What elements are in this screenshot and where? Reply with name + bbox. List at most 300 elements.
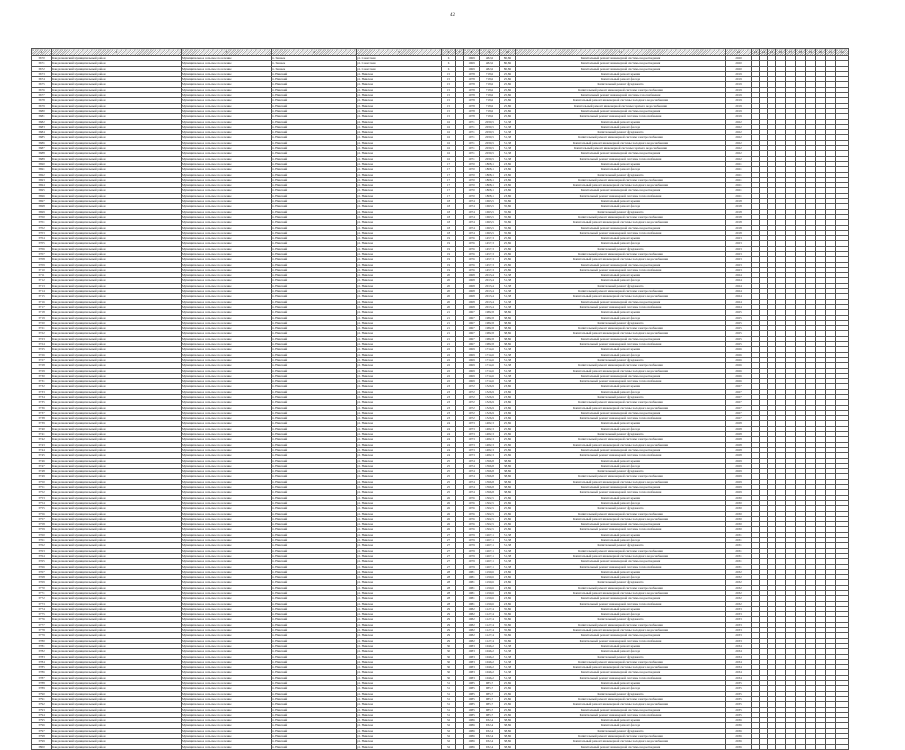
table-cell: Кандалакшский муниципальный район bbox=[52, 241, 182, 246]
table-cell: п. Нивский bbox=[272, 172, 357, 177]
table-cell: 1457,3 bbox=[480, 251, 500, 256]
table-cell: Кандалакшский муниципальный район bbox=[52, 728, 182, 733]
table-cell: ул. Нивская bbox=[357, 267, 442, 272]
table-cell: п. Нивский bbox=[272, 675, 357, 680]
table-cell: ул. Нивская bbox=[357, 124, 442, 129]
table-cell: Капитальный ремонт инженерной системы холодного водоснабжения bbox=[516, 479, 726, 484]
table-cell: Муниципальное сельское поселение bbox=[182, 553, 272, 558]
table-cell: 3791 bbox=[32, 696, 52, 701]
table-cell: 51,38 bbox=[500, 670, 516, 675]
table-cell: 3686 bbox=[32, 140, 52, 145]
table-cell: 15 bbox=[442, 114, 456, 119]
table-cell: Капитальный ремонт инженерной системы электроснабжения bbox=[516, 511, 726, 516]
table-cell: 38,86 bbox=[500, 463, 516, 468]
table-cell: Муниципальное сельское поселение bbox=[182, 453, 272, 458]
table-cell: 1982 bbox=[464, 617, 480, 622]
table-cell: 985,7 bbox=[480, 691, 500, 696]
table-cell: 1967 bbox=[464, 320, 480, 325]
table-cell: 3735 bbox=[32, 400, 52, 405]
table-cell: 18 bbox=[442, 225, 456, 230]
table-cell: ул. Нивская bbox=[357, 299, 442, 304]
table-cell: 35,86 bbox=[500, 622, 516, 627]
table-cell: Муниципальное сельское поселение bbox=[182, 183, 272, 188]
table-cell: 1808,1 bbox=[480, 193, 500, 198]
table-cell: ул. Нивская bbox=[357, 643, 442, 648]
table-cell: 1969 bbox=[464, 379, 480, 384]
table-cell: 1983 bbox=[464, 649, 480, 654]
table-cell: п. Нивский bbox=[272, 199, 357, 204]
table-cell: п. Нивский bbox=[272, 146, 357, 151]
table-cell: Муниципальное сельское поселение bbox=[182, 712, 272, 717]
table-cell: 35,86 bbox=[500, 628, 516, 633]
table-cell: Капитальный ремонт фасада bbox=[516, 315, 726, 320]
table-cell: Кандалакшский муниципальный район bbox=[52, 294, 182, 299]
table-cell: п. Нивский bbox=[272, 612, 357, 617]
table-cell: Капитальный ремонт инженерной системы водоотведения bbox=[516, 188, 726, 193]
table-cell: ул. Нивская bbox=[357, 119, 442, 124]
table-cell: п. Нивский bbox=[272, 71, 357, 76]
table-cell: 51,38 bbox=[500, 357, 516, 362]
table-cell: 21 bbox=[442, 320, 456, 325]
table-cell: 3671 bbox=[32, 61, 52, 66]
table-cell: 28 bbox=[442, 585, 456, 590]
table-cell: Муниципальное сельское поселение bbox=[182, 739, 272, 744]
table-cell: 1973 bbox=[464, 432, 480, 437]
table-cell: 38,86 bbox=[500, 728, 516, 733]
table-cell: 2019 bbox=[726, 77, 752, 82]
table-cell: 25,86 bbox=[500, 696, 516, 701]
table-cell: 23,86 bbox=[500, 193, 516, 198]
table-cell: 25,86 bbox=[500, 453, 516, 458]
table-cell: 3792 bbox=[32, 702, 52, 707]
table-cell: ул. Нивская bbox=[357, 744, 442, 749]
table-cell: 2013,4 bbox=[480, 304, 500, 309]
table-cell: ул. Нивская bbox=[357, 649, 442, 654]
table-cell: Кандалакшский муниципальный район bbox=[52, 363, 182, 368]
table-cell: 1482,3 bbox=[480, 426, 500, 431]
header-cell: 22 bbox=[836, 49, 849, 56]
table-cell: 3679 bbox=[32, 103, 52, 108]
table-cell: 1973 bbox=[464, 426, 480, 431]
table-cell: 2023 bbox=[726, 236, 752, 241]
table-cell: п. Нивский bbox=[272, 416, 357, 421]
table-cell: 25,86 bbox=[500, 108, 516, 113]
table-cell: 2030 bbox=[726, 516, 752, 521]
table-cell: 51,38 bbox=[500, 283, 516, 288]
table-cell: 38,86 bbox=[500, 342, 516, 347]
table-cell: 1986 bbox=[464, 739, 480, 744]
table-cell: 2030 bbox=[726, 495, 752, 500]
table-cell: п. Нивский bbox=[272, 130, 357, 135]
table-cell: Муниципальное сельское поселение bbox=[182, 220, 272, 225]
table-cell: 2035 bbox=[726, 686, 752, 691]
table-cell: 3711 bbox=[32, 273, 52, 278]
table-cell: 3752 bbox=[32, 490, 52, 495]
table-cell: 1046,2 bbox=[480, 659, 500, 664]
table-cell: Муниципальное сельское поселение bbox=[182, 193, 272, 198]
table-cell: 16 bbox=[442, 146, 456, 151]
table-cell: 1267,1 bbox=[480, 559, 500, 564]
table-cell: Кандалакшский муниципальный район bbox=[52, 543, 182, 548]
table-cell: 25,86 bbox=[500, 241, 516, 246]
table-cell: Муниципальное сельское поселение bbox=[182, 66, 272, 71]
table-cell: п. Нивский bbox=[272, 77, 357, 82]
table-cell: Капитальный ремонт фасада bbox=[516, 389, 726, 394]
table-cell: 1979 bbox=[464, 548, 480, 553]
table-cell: Муниципальное сельское поселение bbox=[182, 135, 272, 140]
table-cell: 1981 bbox=[464, 596, 480, 601]
table-cell: 38,86 bbox=[500, 458, 516, 463]
table-cell: 2018 bbox=[726, 214, 752, 219]
table-cell: 1974 bbox=[464, 490, 480, 495]
table-cell: 3777 bbox=[32, 622, 52, 627]
table-cell: Муниципальное сельское поселение bbox=[182, 236, 272, 241]
table-cell: Кандалакшский муниципальный район bbox=[52, 490, 182, 495]
table-cell: 1983 bbox=[464, 675, 480, 680]
table-cell: Кандалакшский муниципальный район bbox=[52, 702, 182, 707]
table-cell: ул. Нивская bbox=[357, 368, 442, 373]
table-cell: ул. Нивская bbox=[357, 447, 442, 452]
table-cell: Капитальный ремонт фасада bbox=[516, 686, 726, 691]
table-cell: 1526,9 bbox=[480, 410, 500, 415]
table-cell: 932,4 bbox=[480, 728, 500, 733]
table-cell: п. Нивский bbox=[272, 342, 357, 347]
table-cell: 1974 bbox=[464, 479, 480, 484]
table-cell: ул. Нивская bbox=[357, 241, 442, 246]
table-cell: 51,38 bbox=[500, 665, 516, 670]
table-cell: 25,86 bbox=[500, 257, 516, 262]
table-cell: п. Нивский bbox=[272, 283, 357, 288]
table-cell: 26 bbox=[442, 516, 456, 521]
table-cell: 23 bbox=[442, 395, 456, 400]
table-cell: 20 bbox=[442, 278, 456, 283]
table-cell: 20 bbox=[442, 273, 456, 278]
table-cell: 1970 bbox=[464, 161, 480, 166]
table-cell: 1693,5 bbox=[480, 225, 500, 230]
table-cell: 35,86 bbox=[500, 214, 516, 219]
table-cell: ул. Нивская bbox=[357, 670, 442, 675]
table-cell: Муниципальное сельское поселение bbox=[182, 601, 272, 606]
table-cell bbox=[768, 744, 776, 749]
table-cell: 3766 bbox=[32, 564, 52, 569]
table-cell: 3768 bbox=[32, 575, 52, 580]
table-cell: п. Нивский bbox=[272, 649, 357, 654]
table-cell: Капитальный ремонт инженерной системы холодного водоснабжения bbox=[516, 140, 726, 145]
table-cell: Муниципальное сельское поселение bbox=[182, 267, 272, 272]
table-cell: 29 bbox=[442, 606, 456, 611]
capital-repair-table bbox=[31, 48, 849, 750]
header-cell: 8 bbox=[464, 49, 480, 56]
table-cell: п. Нивский bbox=[272, 564, 357, 569]
table-cell: Капитальный ремонт инженерной системы водоотведения bbox=[516, 559, 726, 564]
table-cell: 25,86 bbox=[500, 251, 516, 256]
table-cell: Капитальный ремонт инженерной системы электроснабжения bbox=[516, 87, 726, 92]
table-cell: Муниципальное сельское поселение bbox=[182, 426, 272, 431]
table-cell: 25,86 bbox=[500, 262, 516, 267]
table-cell: 3775 bbox=[32, 612, 52, 617]
table-cell: 3781 bbox=[32, 643, 52, 648]
table-cell: Капитальный ремонт фундамента bbox=[516, 691, 726, 696]
table-cell: 1482,3 bbox=[480, 432, 500, 437]
table-cell: п. Нивский bbox=[272, 469, 357, 474]
table-cell: ул. Нивская bbox=[357, 675, 442, 680]
table-cell: 2018 bbox=[726, 225, 752, 230]
table-cell: 1978 bbox=[464, 87, 480, 92]
table-cell: 20 bbox=[442, 299, 456, 304]
table-cell: 3787 bbox=[32, 675, 52, 680]
table-cell: п. Нивский bbox=[272, 183, 357, 188]
table-cell: Кандалакшский муниципальный район bbox=[52, 389, 182, 394]
table-cell: 3767 bbox=[32, 569, 52, 574]
table-cell bbox=[796, 744, 806, 749]
table-cell: 1973 bbox=[464, 421, 480, 426]
table-cell: 1457,3 bbox=[480, 262, 500, 267]
table-cell: 31 bbox=[442, 712, 456, 717]
table-cell: Муниципальное сельское поселение bbox=[182, 395, 272, 400]
table-cell: 51,38 bbox=[500, 675, 516, 680]
table-cell: Кандалакшский муниципальный район bbox=[52, 495, 182, 500]
table-cell: 718,6 bbox=[480, 82, 500, 87]
table-cell: п. Нивский bbox=[272, 87, 357, 92]
table-cell: 1302,5 bbox=[480, 522, 500, 527]
table-cell: Муниципальное сельское поселение bbox=[182, 617, 272, 622]
table-cell: 1526,9 bbox=[480, 416, 500, 421]
table-cell: 985,7 bbox=[480, 712, 500, 717]
table-cell: Капитальный ремонт крыши bbox=[516, 236, 726, 241]
table-cell: 32 bbox=[442, 734, 456, 739]
table-cell: Муниципальное сельское поселение bbox=[182, 167, 272, 172]
table-cell: 18 bbox=[442, 209, 456, 214]
table-cell: ул. Советская bbox=[357, 61, 442, 66]
table-cell: 31 bbox=[442, 702, 456, 707]
table-cell: Капитальный ремонт фундамента bbox=[516, 469, 726, 474]
table-cell: Кандалакшский муниципальный район bbox=[52, 564, 182, 569]
table-cell: Муниципальное сельское поселение bbox=[182, 437, 272, 442]
table-cell: 51,38 bbox=[500, 559, 516, 564]
table-cell: Кандалакшский муниципальный район bbox=[52, 516, 182, 521]
table-cell: 1267,1 bbox=[480, 543, 500, 548]
table-cell: 2018 bbox=[726, 220, 752, 225]
table-cell: 3773 bbox=[32, 601, 52, 606]
table-cell: 1976 bbox=[464, 236, 480, 241]
table-cell: 1396,8 bbox=[480, 474, 500, 479]
table-cell: 38,86 bbox=[500, 315, 516, 320]
table-cell: Муниципальное сельское поселение bbox=[182, 326, 272, 331]
table-cell: Кандалакшский муниципальный район bbox=[52, 331, 182, 336]
table-cell: 1808,1 bbox=[480, 172, 500, 177]
table-cell: 3708 bbox=[32, 257, 52, 262]
table-cell: 51,38 bbox=[500, 151, 516, 156]
table-cell: ул. Нивская bbox=[357, 304, 442, 309]
table-cell: Кандалакшский муниципальный район bbox=[52, 553, 182, 558]
table-cell: 19 bbox=[442, 267, 456, 272]
table-cell: 25,86 bbox=[500, 712, 516, 717]
table-cell: п. Нивский bbox=[272, 294, 357, 299]
table-cell: п. Нивский bbox=[272, 379, 357, 384]
table-cell: 1457,3 bbox=[480, 267, 500, 272]
table-cell: 80,86 bbox=[500, 56, 516, 61]
table-cell: 2022 bbox=[726, 130, 752, 135]
table-cell: Муниципальное сельское поселение bbox=[182, 77, 272, 82]
table-cell: 1482,3 bbox=[480, 442, 500, 447]
table-cell: 2029 bbox=[726, 474, 752, 479]
table-cell: 1974 bbox=[464, 199, 480, 204]
table-cell: 1982,8 bbox=[480, 336, 500, 341]
table-cell: Кандалакшский муниципальный район bbox=[52, 172, 182, 177]
header-cell: 9 bbox=[480, 49, 500, 56]
table-cell: Муниципальное сельское поселение bbox=[182, 638, 272, 643]
header-cell: 18 bbox=[796, 49, 806, 56]
table-cell: п. Нивский bbox=[272, 108, 357, 113]
table-cell: 25,86 bbox=[500, 437, 516, 442]
table-cell: Кандалакшский муниципальный район bbox=[52, 474, 182, 479]
table-cell: 21 bbox=[442, 331, 456, 336]
table-cell: 2027 bbox=[726, 410, 752, 415]
table-cell: Кандалакшский муниципальный район bbox=[52, 61, 182, 66]
table-cell: 3675 bbox=[32, 82, 52, 87]
table-cell: 1976 bbox=[464, 527, 480, 532]
table-cell: 31 bbox=[442, 686, 456, 691]
table-cell: ул. Нивская bbox=[357, 140, 442, 145]
table-cell: Муниципальное сельское поселение bbox=[182, 564, 272, 569]
table-cell: п. Нивский bbox=[272, 119, 357, 124]
table-cell: п. Нивский bbox=[272, 262, 357, 267]
table-cell: 6 bbox=[442, 56, 456, 61]
table-cell: 2035 bbox=[726, 696, 752, 701]
table-cell: ул. Нивская bbox=[357, 532, 442, 537]
table-cell: 3718 bbox=[32, 310, 52, 315]
table-cell: 1190,6 bbox=[480, 580, 500, 585]
table-cell: Капитальный ремонт крыши bbox=[516, 532, 726, 537]
table-cell: 1979 bbox=[464, 532, 480, 537]
table-cell: ул. Нивская bbox=[357, 686, 442, 691]
table-cell: 718,6 bbox=[480, 71, 500, 76]
table-cell: 25,86 bbox=[500, 442, 516, 447]
table-cell: 1974 bbox=[464, 463, 480, 468]
table-cell: 2024 bbox=[726, 273, 752, 278]
table-cell: 1969 bbox=[464, 373, 480, 378]
table-cell: Муниципальное сельское поселение bbox=[182, 331, 272, 336]
table-cell: 23 bbox=[442, 416, 456, 421]
table-cell: ул. Нивская bbox=[357, 400, 442, 405]
table-cell: 1714,6 bbox=[480, 352, 500, 357]
table-cell: Кандалакшский муниципальный район bbox=[52, 204, 182, 209]
header-cell: 12 bbox=[726, 49, 752, 56]
table-cell: 2018 bbox=[726, 230, 752, 235]
table-cell: 28 bbox=[442, 575, 456, 580]
table-cell: 1979 bbox=[464, 553, 480, 558]
table-cell: 3769 bbox=[32, 580, 52, 585]
table-cell: п. Нивский bbox=[272, 728, 357, 733]
table-cell: 17 bbox=[442, 172, 456, 177]
table-cell: 31 bbox=[442, 681, 456, 686]
table-cell: ул. Нивская bbox=[357, 718, 442, 723]
table-cell: 2020 bbox=[726, 66, 752, 71]
table-cell: Капитальный ремонт инженерной системы холодного водоснабжения bbox=[516, 628, 726, 633]
table-cell: 1978 bbox=[464, 103, 480, 108]
table-cell: 2030 bbox=[726, 506, 752, 511]
table-cell: 1982,8 bbox=[480, 315, 500, 320]
table-cell: 23 bbox=[442, 384, 456, 389]
table-cell: ул. Нивская bbox=[357, 161, 442, 166]
table-cell: ул. Нивская bbox=[357, 479, 442, 484]
table-cell: 23,86 bbox=[500, 389, 516, 394]
table-cell: ул. Нивская bbox=[357, 432, 442, 437]
table-cell: Кандалакшский муниципальный район bbox=[52, 734, 182, 739]
table-cell: Капитальный ремонт инженерной системы теплоснабжения bbox=[516, 453, 726, 458]
table-cell: 1969 bbox=[464, 66, 480, 71]
table-cell: 80,86 bbox=[500, 66, 516, 71]
table-cell: 25,86 bbox=[500, 686, 516, 691]
table-cell: 2022 bbox=[726, 146, 752, 151]
table-cell: 1693,5 bbox=[480, 199, 500, 204]
table-cell: 2024 bbox=[726, 278, 752, 283]
table-cell: 1985 bbox=[464, 691, 480, 696]
table-cell: 2021 bbox=[726, 193, 752, 198]
table-cell: 3709 bbox=[32, 262, 52, 267]
table-cell: 1986 bbox=[464, 728, 480, 733]
table-cell: 1693,5 bbox=[480, 230, 500, 235]
table-cell: Капитальный ремонт инженерной системы водоотведения bbox=[516, 56, 726, 61]
table-cell: ул. Нивская bbox=[357, 257, 442, 262]
table-cell: 51,38 bbox=[500, 135, 516, 140]
table-cell: п. Нивский bbox=[272, 553, 357, 558]
table-cell: Кандалакшский муниципальный район bbox=[52, 156, 182, 161]
table-cell: ул. Нивская bbox=[357, 696, 442, 701]
table-cell: Кандалакшский муниципальный район bbox=[52, 146, 182, 151]
table-cell: ул. Нивская bbox=[357, 490, 442, 495]
table-cell: 1981 bbox=[464, 580, 480, 585]
table-cell: 1302,5 bbox=[480, 500, 500, 505]
table-cell: 38,86 bbox=[500, 331, 516, 336]
table-cell: Муниципальное сельское поселение bbox=[182, 734, 272, 739]
table-cell: п. Нивский bbox=[272, 442, 357, 447]
table-cell: 2034 bbox=[726, 670, 752, 675]
table-cell: Муниципальное сельское поселение bbox=[182, 347, 272, 352]
table-cell: ул. Нивская bbox=[357, 236, 442, 241]
table-cell: 23,86 bbox=[500, 161, 516, 166]
table-cell: 35,86 bbox=[500, 199, 516, 204]
table-cell: Капитальный ремонт инженерной системы теплоснабжения bbox=[516, 564, 726, 569]
table-cell: ул. Нивская bbox=[357, 167, 442, 172]
table-cell: 2028 bbox=[726, 437, 752, 442]
table-cell: 2033 bbox=[726, 622, 752, 627]
table-cell: 1976 bbox=[464, 246, 480, 251]
table-cell: 20 bbox=[442, 283, 456, 288]
table-cell: Муниципальное сельское поселение bbox=[182, 405, 272, 410]
table-cell: 1127,4 bbox=[480, 622, 500, 627]
table-cell: п. Нивский bbox=[272, 347, 357, 352]
table-cell: п. Нивский bbox=[272, 267, 357, 272]
table-cell: 3692 bbox=[32, 172, 52, 177]
table-cell: Кандалакшский муниципальный район bbox=[52, 257, 182, 262]
table-cell: 22 bbox=[442, 352, 456, 357]
table-cell: Капитальный ремонт инженерной системы водоотведения bbox=[516, 633, 726, 638]
table-cell: 51,38 bbox=[500, 373, 516, 378]
table-cell: п. Нивский bbox=[272, 575, 357, 580]
table-cell: 3756 bbox=[32, 511, 52, 516]
table-cell: 2031 bbox=[726, 559, 752, 564]
table-cell: Капитальный ремонт инженерной системы электроснабжения bbox=[516, 659, 726, 664]
table-cell: 1396,8 bbox=[480, 458, 500, 463]
table-cell: 2027 bbox=[726, 395, 752, 400]
table-cell: Муниципальное сельское поселение bbox=[182, 628, 272, 633]
table-cell: 25,86 bbox=[500, 71, 516, 76]
table-cell: 3680 bbox=[32, 108, 52, 113]
table-cell: 1190,6 bbox=[480, 575, 500, 580]
table-cell: Кандалакшский муниципальный район bbox=[52, 511, 182, 516]
table-cell: 25,86 bbox=[500, 77, 516, 82]
